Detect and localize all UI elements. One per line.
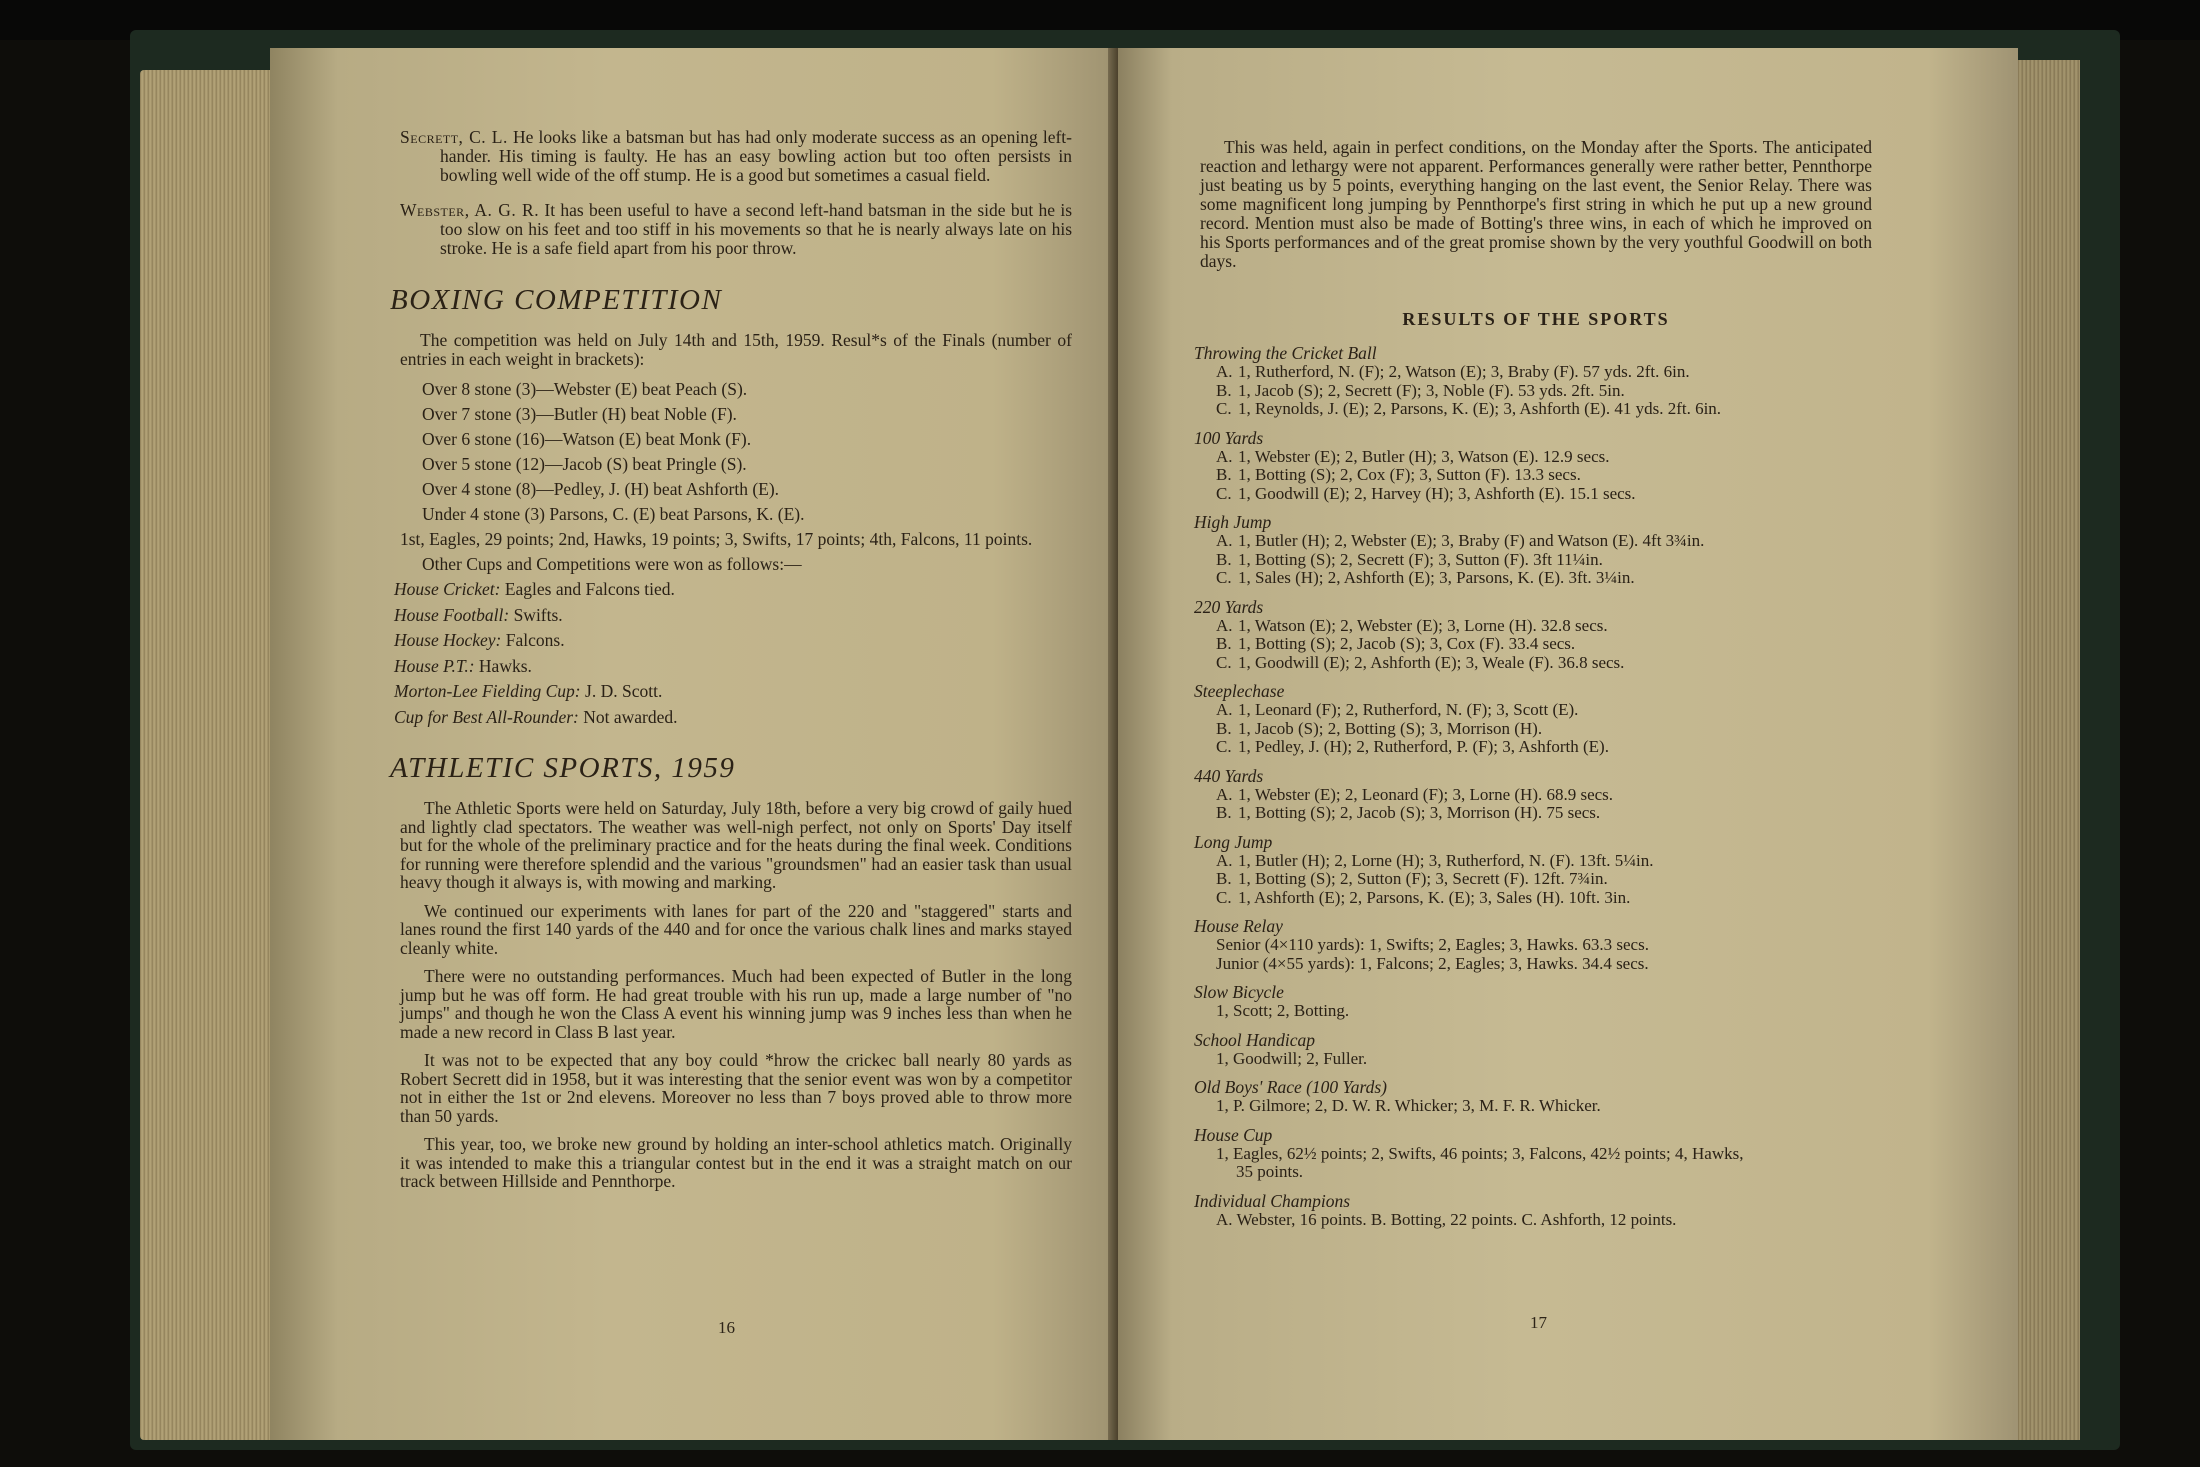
boxing-result: Over 8 stone (3)—Webster (E) beat Peach (S). — [422, 379, 748, 399]
result-line — [1216, 936, 1872, 955]
right-page — [1118, 48, 2018, 1440]
result-text: 1, Leonard (F); 2, Rutherford, N. (F); 3, Scott (E). — [1238, 700, 1579, 719]
result-line — [1216, 1097, 1872, 1116]
class-label: C. — [1216, 483, 1232, 503]
result-line — [1216, 532, 1872, 551]
cup-result — [394, 603, 1072, 629]
event-block — [1194, 1077, 1872, 1116]
result-line — [1216, 363, 1872, 382]
result-text: 1, Goodwill (E); 2, Harvey (H); 3, Ashforth (E). 15.1 secs. — [1238, 483, 1636, 503]
result-text: 1, Goodwill; 2, Fuller. — [1216, 1048, 1368, 1068]
result-text: Junior (4×55 yards): 1, Falcons; 2, Eagles; 3, Hawks. 34.4 secs. — [1216, 953, 1649, 973]
class-label: B. — [1216, 869, 1232, 888]
boxing-heading: BOXING COMPETITION — [390, 284, 723, 316]
player-name: Secrett, C. L. — [400, 127, 508, 147]
cup-label: Morton-Lee Fielding Cup: — [394, 681, 581, 701]
event-title: House Relay — [1194, 916, 1283, 936]
result-text: 1, Botting (S); 2, Secrett (F); 3, Sutton (F). 3ft 11¼in. — [1238, 549, 1603, 569]
class-label: B. — [1216, 380, 1232, 400]
class-label: C. — [1216, 652, 1232, 672]
result-text: Senior (4×110 yards): 1, Swifts; 2, Eagles; 3, Hawks. 63.3 secs. — [1216, 935, 1649, 954]
result-line — [1216, 1211, 1872, 1230]
result-text: 1, Ashforth (E); 2, Parsons, K. (E); 3, Sales (H). 10ft. 3in. — [1238, 887, 1631, 907]
class-label: A. — [1216, 362, 1233, 381]
result-line — [1216, 382, 1872, 401]
class-label: A. — [1216, 615, 1233, 635]
class-label: B. — [1216, 718, 1232, 738]
cup-label: House Cricket: — [394, 579, 501, 599]
page-number-right: 17 — [1530, 1313, 1547, 1332]
result-text: 1, Eagles, 62½ points; 2, Swifts, 46 points; 3, Falcons, 42½ points; 4, Hawks, — [1216, 1143, 1744, 1163]
result-line — [1236, 1163, 1872, 1182]
result-text: 1, Botting (S); 2, Sutton (F); 3, Secrett (F). 12ft. 7¾in. — [1238, 869, 1608, 888]
cups-intro: Other Cups and Competitions were won as follows:— — [422, 554, 802, 574]
boxing-result: Under 4 stone (3) Parsons, C. (E) beat Parsons, K. (E). — [422, 504, 805, 524]
player-report — [400, 201, 1072, 258]
result-text: 35 points. — [1236, 1162, 1304, 1181]
result-line — [1216, 720, 1872, 739]
page-number-left: 16 — [718, 1318, 735, 1337]
result-line — [1216, 466, 1872, 485]
event-block — [1194, 512, 1872, 588]
player-report-text: It has been useful to have a second left-hand batsman in the side but he is too slow on his feet and too stiff in his movements so that he is nearly always late on his stroke. He is a safe field apart from his poor throw. — [440, 200, 1073, 258]
cup-value: Eagles and Falcons tied. — [504, 579, 675, 599]
class-label: A. — [1216, 446, 1233, 466]
result-text: A. Webster, 16 points. B. Botting, 22 points. C. Ashforth, 12 points. — [1216, 1209, 1677, 1229]
class-label: B. — [1216, 465, 1232, 484]
event-block — [1194, 982, 1872, 1021]
inter-school-intro: This was held, again in perfect conditions, on the Monday after the Sports. The anticipated reaction and lethargy were not apparent. Performances generally were rather better, Pennthorpe just beating us by 5 points, everything hanging on the last event, the Senior Relay. There was some magnificent long jumping by Pennthorpe's first string in which he put up a new ground record. Mention must also be made of Botting's three wins, in each of which he improved on his Sports performances and of the great promise shown by the very youthful Goodwill on both days. — [1200, 137, 1872, 271]
event-title: 100 Yards — [1194, 427, 1264, 448]
cup-label: House P.T.: — [394, 655, 475, 676]
class-label: C. — [1216, 568, 1232, 587]
class-label: A. — [1216, 700, 1233, 719]
result-line — [1216, 701, 1872, 720]
event-title: Individual Champions — [1194, 1190, 1351, 1211]
athletics-paragraph: There were no outstanding performances. Much had been expected of Butler in the long jump but he was off form. He had great trouble with his run up, made a large number of "no jumps" and though he won the Class A event his winning jump was 9 inches less than when he made a new record in Class B last year. — [400, 966, 1072, 1042]
cup-label: Cup for Best All-Rounder: — [394, 706, 579, 727]
cup-result — [394, 705, 1072, 731]
event-block — [1194, 596, 1872, 673]
cup-result — [394, 577, 1072, 603]
event-title: Throwing the Cricket Ball — [1194, 343, 1377, 363]
result-text: 1, Scott; 2, Botting. — [1216, 1001, 1350, 1020]
result-text: 1, Goodwill (E); 2, Ashforth (E); 3, Weale (F). 36.8 secs. — [1238, 652, 1625, 672]
player-name: Webster, A. G. R. — [400, 200, 540, 220]
page-edges-left — [140, 70, 280, 1440]
result-text: 1, Watson (E); 2, Webster (E); 3, Lorne (H). 32.8 secs. — [1238, 615, 1608, 635]
boxing-result: Over 7 stone (3)—Butler (H) beat Noble (F). — [422, 404, 737, 424]
right-page-content — [1194, 137, 1872, 1239]
class-label: A. — [1216, 531, 1233, 550]
result-text: 1, Webster (E); 2, Leonard (F); 3, Lorne (H). 68.9 secs. — [1238, 784, 1614, 804]
result-line — [1216, 569, 1872, 588]
event-block — [1194, 681, 1872, 757]
class-label: B. — [1216, 549, 1232, 569]
event-title: Old Boys' Race (100 Yards) — [1194, 1077, 1387, 1097]
result-line — [1216, 635, 1872, 654]
cup-result — [394, 679, 1072, 705]
result-text: 1, Jacob (S); 2, Secrett (F); 3, Noble (F). 53 yds. 2ft. 5in. — [1238, 380, 1625, 400]
result-line — [1216, 617, 1872, 636]
result-line — [1216, 1002, 1872, 1021]
event-block — [1194, 1124, 1872, 1182]
event-block — [1194, 831, 1872, 908]
event-block — [1194, 916, 1872, 973]
athletics-heading: ATHLETIC SPORTS, 1959 — [390, 752, 736, 784]
result-text: 1, Butler (H); 2, Lorne (H); 3, Rutherford, N. (F). 13ft. 5¼in. — [1238, 850, 1654, 870]
result-line — [1216, 852, 1872, 871]
result-line — [1216, 870, 1872, 889]
class-label: C. — [1216, 887, 1232, 907]
cup-value: J. D. Scott. — [585, 681, 663, 701]
boxing-intro: The competition was held on July 14th and 15th, 1959. Resul*s of the Finals (number of entries in each weight in brackets): — [400, 330, 1072, 369]
boxing-result: Over 5 stone (12)—Jacob (S) beat Pringle (S). — [422, 454, 747, 474]
result-line — [1216, 1050, 1872, 1069]
result-line — [1216, 889, 1872, 908]
boxing-result: Over 6 stone (16)—Watson (E) beat Monk (F). — [422, 429, 752, 449]
result-text: 1, Pedley, J. (H); 2, Rutherford, P. (F); 3, Ashforth (E). — [1238, 737, 1609, 756]
boxing-result: Over 4 stone (8)—Pedley, J. (H) beat Ashforth (E). — [422, 479, 780, 499]
result-line — [1216, 738, 1872, 757]
event-title: 220 Yards — [1194, 596, 1264, 617]
result-line — [1216, 485, 1872, 504]
athletics-paragraph: This year, too, we broke new ground by holding an inter-school athletics match. Originally it was intended to make this a triangular contest but in the end it was a straight match on our track between Hillside and Pennthorpe. — [400, 1134, 1072, 1191]
results-heading: RESULTS OF THE SPORTS — [1402, 309, 1670, 329]
result-text: 1, Webster (E); 2, Butler (H); 3, Watson (E). 12.9 secs. — [1238, 446, 1610, 466]
result-line — [1216, 400, 1872, 419]
result-text: 1, Botting (S); 2, Jacob (S); 3, Cox (F). 33.4 secs. — [1238, 634, 1576, 653]
left-page — [270, 48, 1120, 1440]
event-title: House Cup — [1194, 1124, 1273, 1145]
class-label: A. — [1216, 784, 1233, 804]
result-line — [1216, 654, 1872, 673]
class-label: C. — [1216, 737, 1232, 756]
result-text: 1, Botting (S); 2, Cox (F); 3, Sutton (F). 13.3 secs. — [1238, 465, 1581, 484]
player-report — [400, 128, 1072, 185]
event-title: School Handicap — [1194, 1029, 1316, 1050]
class-label: A. — [1216, 850, 1233, 870]
event-block — [1194, 1190, 1872, 1230]
cup-value: Not awarded. — [583, 706, 678, 727]
result-text: 1, Rutherford, N. (F); 2, Watson (E); 3, Braby (F). 57 yds. 2ft. 6in. — [1238, 362, 1690, 381]
page-edges-right — [2010, 60, 2080, 1440]
result-text: 1, Sales (H); 2, Ashforth (E); 3, Parsons, K. (E). 3ft. 3¼in. — [1238, 568, 1635, 587]
result-line — [1216, 551, 1872, 570]
result-text: 1, Jacob (S); 2, Botting (S); 3, Morrison (H). — [1238, 718, 1543, 738]
class-label: C. — [1216, 399, 1232, 418]
result-text: 1, Botting (S); 2, Jacob (S); 3, Morrison (H). 75 secs. — [1238, 803, 1601, 822]
event-title: High Jump — [1194, 512, 1272, 532]
class-label: B. — [1216, 803, 1232, 822]
result-line — [1216, 955, 1872, 974]
event-block — [1194, 1029, 1872, 1069]
event-title: Slow Bicycle — [1194, 982, 1284, 1002]
athletics-paragraph: We continued our experiments with lanes for part of the 220 and "staggered" starts and lanes round the first 140 yards of the 440 and for once the various chalk lines and marks stayed cleanly white. — [400, 900, 1072, 958]
result-text: 1, P. Gilmore; 2, D. W. R. Whicker; 3, M. F. R. Whicker. — [1216, 1096, 1601, 1115]
athletics-paragraph: The Athletic Sports were held on Saturday, July 18th, before a very big crowd of gaily hued and lightly clad spectators. The weather was well-nigh perfect, not only on Sports' Day itself but for the whole of the preliminary practice and for the heats during the final week. Conditions for running were therefore splendid and the various "groundsmen" had an easier task than usual heavy though it always is, with mowing and marking. — [400, 798, 1072, 892]
result-line — [1216, 786, 1872, 805]
player-report-text: He looks like a batsman but has had only moderate success as an opening left-hander. His timing is faulty. He has an easy bowling action but too often persists in bowling well wide of the off stump. He is a good but sometimes a casual field. — [440, 127, 1072, 185]
event-block — [1194, 765, 1872, 823]
event-block — [1194, 343, 1872, 419]
cup-value: Swifts. — [513, 604, 563, 625]
cup-result — [394, 654, 1072, 680]
cup-label: House Football: — [394, 604, 510, 625]
event-title: 440 Yards — [1194, 765, 1264, 786]
athletics-paragraph: It was not to be expected that any boy could *hrow the crickec ball nearly 80 yards as Robert Secrett did in 1958, but it was interesting that the senior event was won by a competitor not in either the 1st or 2nd elevens. Moreover no less than 7 boys proved able to throw more than 50 yards. — [400, 1050, 1072, 1126]
result-text: 1, Reynolds, J. (E); 2, Parsons, K. (E); 3, Ashforth (E). 41 yds. 2ft. 6in. — [1238, 399, 1722, 418]
cup-label: House Hockey: — [394, 630, 502, 650]
result-line — [1216, 804, 1872, 823]
class-label: B. — [1216, 634, 1232, 653]
cup-value: Hawks. — [478, 655, 532, 676]
event-block — [1194, 427, 1872, 504]
result-text: 1, Butler (H); 2, Webster (E); 3, Braby (F) and Watson (E). 4ft 3¾in. — [1238, 531, 1705, 550]
cup-value: Falcons. — [505, 630, 565, 650]
result-line — [1216, 448, 1872, 467]
event-title: Long Jump — [1194, 831, 1273, 852]
cup-result — [394, 628, 1072, 654]
boxing-standings: 1st, Eagles, 29 points; 2nd, Hawks, 19 points; 3, Swifts, 17 points; 4th, Falcons, 11 points. — [400, 529, 1033, 549]
result-line — [1216, 1145, 1872, 1164]
event-title: Steeplechase — [1194, 681, 1285, 701]
left-page-content — [390, 127, 1073, 1201]
